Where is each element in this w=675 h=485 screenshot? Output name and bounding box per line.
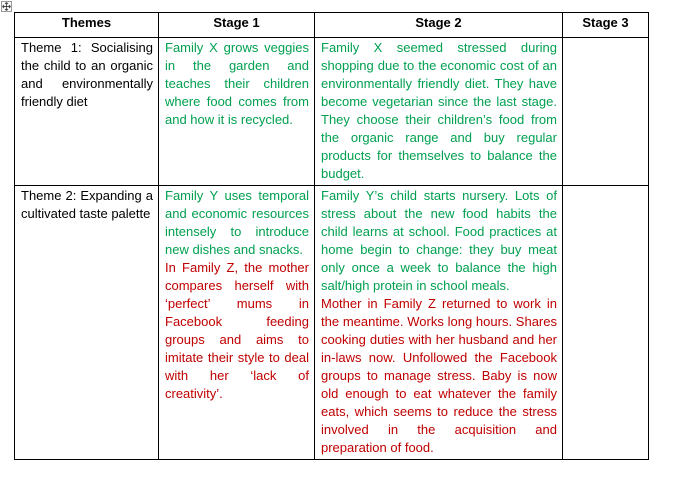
- header-stage-3: Stage 3: [563, 13, 649, 38]
- family-z-stage-1-text: In Family Z, the mother compares herself with ‘perfect’ mums in Facebook feeding groups and aims to imitate their style to deal with her ‘lack of creativity’.: [165, 260, 309, 401]
- theme-1-stage-3-cell: [563, 38, 649, 186]
- theme-2-stage-3-cell: [563, 186, 649, 460]
- theme-2-stage-2-cell: [315, 186, 563, 460]
- table-row: [15, 186, 649, 460]
- family-y-stage-2-text: Family Y’s child starts nursery. Lots of stress about the new food habits the child learns at school. Food practices at home begin to change: they buy meat only once a week to balance the high salt/high protein in school meals.: [321, 188, 557, 293]
- header-stage-2: Stage 2: [315, 13, 563, 38]
- family-z-stage-2-text: Mother in Family Z returned to work in the meantime. Works long hours. Shares cooking duties with her husband and her in-laws now. Unfollowed the Facebook groups to manage stress. Baby is now old enough to eat whatever the family eats, which seems to reduce the stress involved in the acquisition and preparation of food.: [321, 296, 557, 455]
- table-move-handle-icon[interactable]: [1, 1, 12, 12]
- table-header-row: [15, 13, 649, 38]
- theme-1-stage-1-cell: Family X grows veggies in the garden and teaches their children where food comes from and how it is recycled.: [159, 38, 315, 186]
- theme-2-stage-1-cell: [159, 186, 315, 460]
- table-row: [15, 38, 649, 186]
- theme-1-cell: Theme 1: Socialising the child to an organic and environmentally friendly diet: [15, 38, 159, 186]
- theme-1-stage-2-cell: Family X seemed stressed during shopping due to the economic cost of an environmentally friendly diet. They have become vegetarian since the last stage. They choose their children’s food from the organic range and buy regular products for themselves to balance the budget.: [315, 38, 563, 186]
- themes-table: [14, 12, 649, 460]
- theme-2-cell: Theme 2: Expanding a cultivated taste palette: [15, 186, 159, 460]
- header-stage-1: Stage 1: [159, 13, 315, 38]
- family-y-stage-1-text: Family Y uses temporal and economic resources intensely to introduce new dishes and snacks.: [165, 188, 309, 257]
- header-themes: Themes: [15, 13, 159, 38]
